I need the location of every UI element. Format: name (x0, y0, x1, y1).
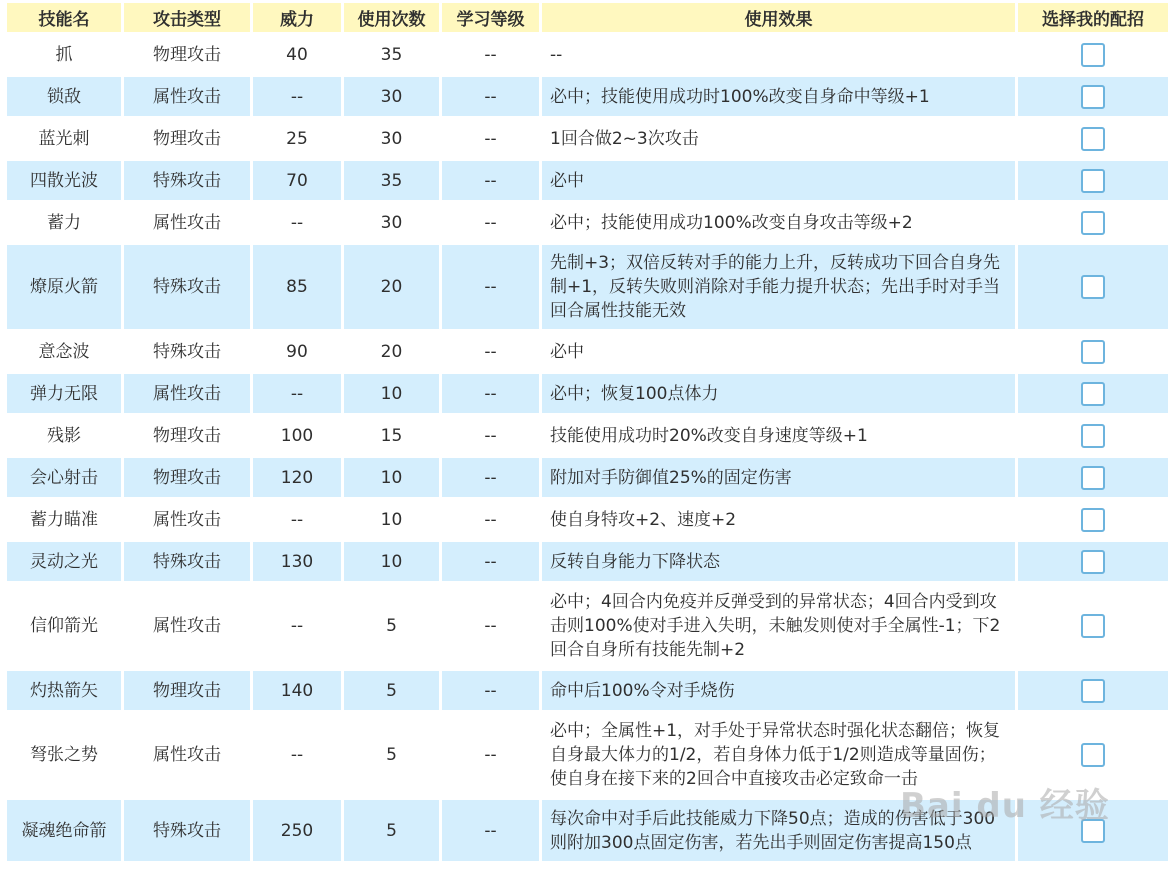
learn-level-cell: -- (442, 458, 539, 497)
select-skill-checkbox[interactable] (1081, 743, 1105, 767)
select-skill-checkbox[interactable] (1081, 85, 1105, 109)
skill-name-cell: 锁敌 (7, 77, 121, 116)
effect-cell: 先制+3；双倍反转对手的能力上升，反转成功下回合自身先制+1，反转失败则消除对手能力提升状态；先出手时对手当回合属性技能无效 (542, 245, 1015, 329)
select-cell (1018, 458, 1168, 497)
power-cell: 130 (253, 542, 341, 581)
learn-level-cell: -- (442, 203, 539, 242)
table-row (7, 800, 1168, 861)
pp-cell: 10 (344, 542, 439, 581)
skill-name-cell: 灵动之光 (7, 542, 121, 581)
select-cell (1018, 671, 1168, 710)
header-power: 威力 (253, 3, 341, 32)
skill-name-cell: 灼热箭矢 (7, 671, 121, 710)
attack-type-cell: 物理攻击 (124, 416, 250, 455)
table-row (7, 458, 1168, 497)
learn-level-cell: -- (442, 800, 539, 861)
learn-level-cell: -- (442, 713, 539, 797)
power-cell: 140 (253, 671, 341, 710)
learn-level-cell: -- (442, 542, 539, 581)
pp-cell: 20 (344, 332, 439, 371)
skill-name-cell: 抓 (7, 35, 121, 74)
skill-name-cell: 信仰箭光 (7, 584, 121, 668)
select-cell (1018, 245, 1168, 329)
select-skill-checkbox[interactable] (1081, 211, 1105, 235)
table-row (7, 416, 1168, 455)
select-cell (1018, 77, 1168, 116)
power-cell: 90 (253, 332, 341, 371)
table-row (7, 77, 1168, 116)
pp-cell: 30 (344, 77, 439, 116)
effect-cell: 每次命中对手后此技能威力下降50点；造成的伤害低于300则附加300点固定伤害，若先出手则固定伤害提高150点 (542, 800, 1015, 861)
effect-cell: 必中 (542, 332, 1015, 371)
table-row (7, 35, 1168, 74)
attack-type-cell: 属性攻击 (124, 713, 250, 797)
attack-type-cell: 物理攻击 (124, 35, 250, 74)
select-skill-checkbox[interactable] (1081, 424, 1105, 448)
baidu-watermark: Bai du 经验 (900, 786, 1110, 826)
skills-table (4, 0, 1171, 864)
effect-cell: 必中；恢复100点体力 (542, 374, 1015, 413)
select-cell (1018, 416, 1168, 455)
learn-level-cell: -- (442, 500, 539, 539)
select-cell (1018, 119, 1168, 158)
power-cell: 70 (253, 161, 341, 200)
learn-level-cell: -- (442, 584, 539, 668)
pp-cell: 5 (344, 584, 439, 668)
effect-cell: 反转自身能力下降状态 (542, 542, 1015, 581)
pp-cell: 20 (344, 245, 439, 329)
attack-type-cell: 特殊攻击 (124, 332, 250, 371)
skill-name-cell: 蓄力 (7, 203, 121, 242)
header-skill-name: 技能名 (7, 3, 121, 32)
table-row (7, 332, 1168, 371)
select-cell (1018, 584, 1168, 668)
table-row (7, 542, 1168, 581)
learn-level-cell: -- (442, 671, 539, 710)
table-row (7, 584, 1168, 668)
effect-cell: -- (542, 35, 1015, 74)
table-header (7, 3, 1168, 32)
attack-type-cell: 特殊攻击 (124, 245, 250, 329)
select-cell (1018, 500, 1168, 539)
skill-name-cell: 凝魂绝命箭 (7, 800, 121, 861)
attack-type-cell: 特殊攻击 (124, 161, 250, 200)
pp-cell: 5 (344, 671, 439, 710)
power-cell: 100 (253, 416, 341, 455)
select-cell (1018, 542, 1168, 581)
table-row (7, 671, 1168, 710)
effect-cell: 必中；技能使用成功时100%改变自身命中等级+1 (542, 77, 1015, 116)
table-row (7, 713, 1168, 797)
pp-cell: 35 (344, 161, 439, 200)
effect-cell: 必中；技能使用成功100%改变自身攻击等级+2 (542, 203, 1015, 242)
attack-type-cell: 特殊攻击 (124, 800, 250, 861)
effect-cell: 命中后100%令对手烧伤 (542, 671, 1015, 710)
header-select: 选择我的配招 (1018, 3, 1168, 32)
learn-level-cell: -- (442, 245, 539, 329)
select-cell (1018, 374, 1168, 413)
effect-cell: 1回合做2~3次攻击 (542, 119, 1015, 158)
effect-cell: 技能使用成功时20%改变自身速度等级+1 (542, 416, 1015, 455)
table-row (7, 161, 1168, 200)
power-cell: -- (253, 713, 341, 797)
learn-level-cell: -- (442, 374, 539, 413)
pp-cell: 30 (344, 119, 439, 158)
skill-name-cell: 蓄力瞄准 (7, 500, 121, 539)
power-cell: 40 (253, 35, 341, 74)
learn-level-cell: -- (442, 77, 539, 116)
power-cell: -- (253, 500, 341, 539)
pp-cell: 10 (344, 458, 439, 497)
pp-cell: 5 (344, 800, 439, 861)
pp-cell: 10 (344, 374, 439, 413)
select-skill-checkbox[interactable] (1081, 550, 1105, 574)
power-cell: 250 (253, 800, 341, 861)
learn-level-cell: -- (442, 35, 539, 74)
power-cell: -- (253, 584, 341, 668)
header-effect: 使用效果 (542, 3, 1015, 32)
pp-cell: 15 (344, 416, 439, 455)
power-cell: -- (253, 203, 341, 242)
power-cell: 25 (253, 119, 341, 158)
learn-level-cell: -- (442, 161, 539, 200)
select-skill-checkbox[interactable] (1081, 340, 1105, 364)
select-skill-checkbox[interactable] (1081, 382, 1105, 406)
header-pp: 使用次数 (344, 3, 439, 32)
attack-type-cell: 属性攻击 (124, 77, 250, 116)
attack-type-cell: 属性攻击 (124, 374, 250, 413)
select-cell (1018, 203, 1168, 242)
effect-cell: 使自身特攻+2、速度+2 (542, 500, 1015, 539)
pp-cell: 30 (344, 203, 439, 242)
learn-level-cell: -- (442, 416, 539, 455)
select-skill-checkbox[interactable] (1081, 275, 1105, 299)
effect-cell: 附加对手防御值25%的固定伤害 (542, 458, 1015, 497)
skill-name-cell: 意念波 (7, 332, 121, 371)
attack-type-cell: 属性攻击 (124, 584, 250, 668)
select-skill-checkbox[interactable] (1081, 43, 1105, 67)
table-row (7, 119, 1168, 158)
effect-cell: 必中 (542, 161, 1015, 200)
attack-type-cell: 特殊攻击 (124, 542, 250, 581)
attack-type-cell: 属性攻击 (124, 500, 250, 539)
header-attack-type: 攻击类型 (124, 3, 250, 32)
header-learn-level: 学习等级 (442, 3, 539, 32)
skill-name-cell: 残影 (7, 416, 121, 455)
select-cell (1018, 35, 1168, 74)
pp-cell: 5 (344, 713, 439, 797)
skill-name-cell: 燎原火箭 (7, 245, 121, 329)
select-skill-checkbox[interactable] (1081, 508, 1105, 532)
table-row (7, 245, 1168, 329)
select-skill-checkbox[interactable] (1081, 614, 1105, 638)
select-skill-checkbox[interactable] (1081, 127, 1105, 151)
select-cell (1018, 713, 1168, 797)
power-cell: -- (253, 374, 341, 413)
skill-name-cell: 弹力无限 (7, 374, 121, 413)
skill-name-cell: 蓝光刺 (7, 119, 121, 158)
attack-type-cell: 属性攻击 (124, 203, 250, 242)
attack-type-cell: 物理攻击 (124, 458, 250, 497)
pp-cell: 35 (344, 35, 439, 74)
select-skill-checkbox[interactable] (1081, 819, 1105, 843)
table-row (7, 203, 1168, 242)
learn-level-cell: -- (442, 332, 539, 371)
power-cell: 120 (253, 458, 341, 497)
power-cell: -- (253, 77, 341, 116)
select-skill-checkbox[interactable] (1081, 466, 1105, 490)
skill-name-cell: 弩张之势 (7, 713, 121, 797)
pp-cell: 10 (344, 500, 439, 539)
select-skill-checkbox[interactable] (1081, 169, 1105, 193)
select-cell (1018, 161, 1168, 200)
skill-name-cell: 四散光波 (7, 161, 121, 200)
attack-type-cell: 物理攻击 (124, 671, 250, 710)
select-cell (1018, 332, 1168, 371)
table-row (7, 374, 1168, 413)
select-cell (1018, 800, 1168, 861)
select-skill-checkbox[interactable] (1081, 679, 1105, 703)
power-cell: 85 (253, 245, 341, 329)
effect-cell: 必中；4回合内免疫并反弹受到的异常状态；4回合内受到攻击则100%使对手进入失明，未触发则使对手全属性-1；下2回合自身所有技能先制+2 (542, 584, 1015, 668)
learn-level-cell: -- (442, 119, 539, 158)
effect-cell: 必中；全属性+1，对手处于异常状态时强化状态翻倍；恢复自身最大体力的1/2，若自身体力低于1/2则造成等量固伤；使自身在接下来的2回合中直接攻击必定致命一击 (542, 713, 1015, 797)
skill-name-cell: 会心射击 (7, 458, 121, 497)
attack-type-cell: 物理攻击 (124, 119, 250, 158)
table-row (7, 500, 1168, 539)
